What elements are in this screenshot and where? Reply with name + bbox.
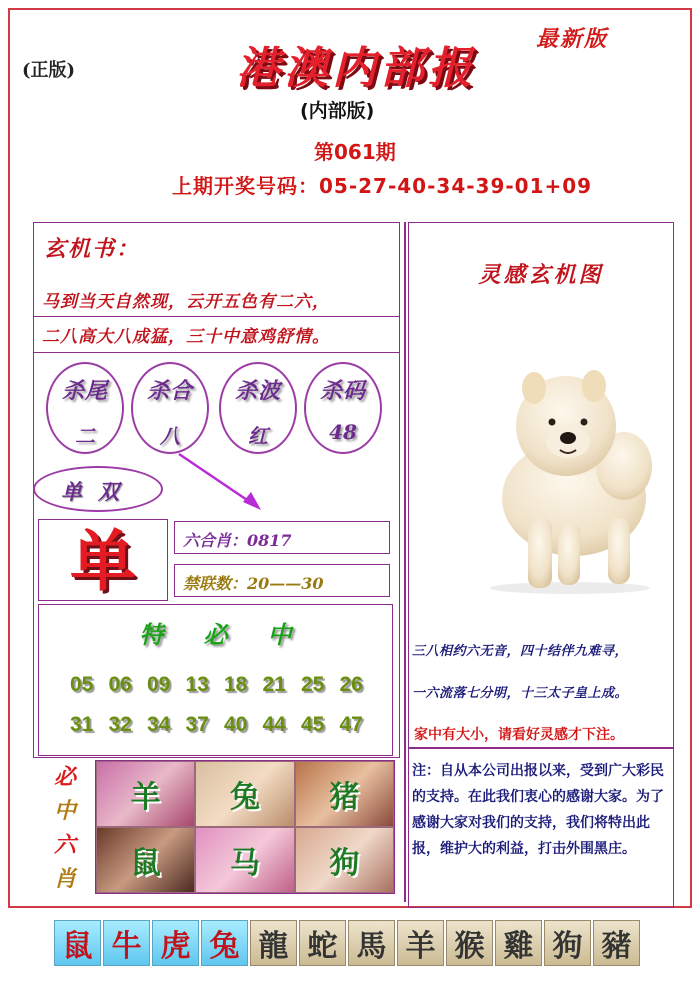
odd-even-label: 单双 [61, 479, 135, 504]
number-cell: 05 [70, 673, 94, 696]
issue-number: 第061期 [314, 140, 396, 164]
zodiac-animal: 马 [229, 846, 260, 881]
zodiac-tile: 虎 [152, 920, 199, 966]
kill-number-oval [304, 362, 382, 454]
divider [33, 352, 400, 353]
zodiac-tile: 鼠 [54, 920, 101, 966]
zodiac-cell [295, 827, 394, 893]
chow-chow-dog-image [470, 348, 662, 598]
oval-label: 杀波 [234, 378, 281, 404]
liuhe-text: 六合肖：0817 [183, 531, 292, 550]
lianma-text: 禁联数：20——30 [183, 574, 324, 593]
xuanji-title: 玄机书： [44, 236, 141, 262]
zodiac-tile: 蛇 [299, 920, 346, 966]
number-cell: 18 [224, 673, 248, 696]
inspiration-hint: 家中有大小，请看好灵感才下注。 [414, 727, 624, 743]
zodiac-cell [195, 827, 294, 893]
kill-he-oval [131, 362, 209, 454]
oval-value: 红 [248, 424, 268, 448]
number-cell: 25 [301, 673, 325, 696]
xuanji-line-1: 马到当天自然现，云开五色有二六， [42, 292, 330, 312]
page-subtitle: (内部版) [300, 100, 375, 122]
page-title: 港澳内部报 [236, 43, 476, 94]
zodiac-tile: 龍 [250, 920, 297, 966]
notice-text: 注：自从本公司出报以来，受到广大彩民的支持。在此我们衷心的感谢大家。为了感谢大家对我们的支持，我们将特出此报，维护大的利益，打击外围黑庄。 [412, 763, 664, 857]
number-cell: 44 [262, 713, 286, 736]
oval-label: 杀尾 [61, 378, 108, 404]
kill-tail-oval [46, 362, 124, 454]
liuhe-box [174, 521, 390, 554]
inspiration-title: 灵感玄机图 [478, 262, 604, 288]
lianma-box [174, 564, 390, 597]
number-cell: 40 [224, 713, 248, 736]
number-cell: 37 [185, 713, 209, 736]
zodiac-animal: 鼠 [130, 846, 161, 881]
number-cell: 45 [301, 713, 325, 736]
zodiac-tile: 羊 [397, 920, 444, 966]
number-cell: 13 [185, 673, 209, 696]
latest-edition-label: 最新版 [536, 26, 609, 52]
vertical-char: 肖 [53, 866, 76, 892]
vertical-char: 必 [53, 764, 76, 790]
number-cell: 32 [108, 713, 132, 736]
oval-value: 八 [160, 424, 180, 448]
six-zodiac-vertical-label [50, 760, 80, 896]
kill-color-oval [219, 362, 297, 454]
zodiac-cell [295, 761, 394, 827]
special-numbers-box [38, 604, 393, 756]
vertical-char: 中 [53, 798, 76, 824]
inspiration-poem-line-2: 一六流落七分明，十三太子皇上成。 [412, 686, 629, 701]
zodiac-cell [96, 827, 195, 893]
oval-value: 二 [75, 424, 95, 448]
zodiac-tile: 兔 [201, 920, 248, 966]
zodiac-tile: 牛 [103, 920, 150, 966]
numbers-row-2 [70, 713, 378, 737]
zodiac-tile: 狗 [544, 920, 591, 966]
zodiac-tile: 猴 [446, 920, 493, 966]
zodiac-cell [96, 761, 195, 827]
column-divider [404, 222, 406, 902]
xuanji-line-2: 二八高大八成猛，三十中意鸡舒情。 [42, 327, 330, 347]
dan-character: 单 [70, 522, 136, 600]
number-cell: 31 [70, 713, 94, 736]
six-zodiac-grid [95, 760, 395, 894]
zodiac-tile: 馬 [348, 920, 395, 966]
number-cell: 21 [262, 673, 286, 696]
oval-label: 杀码 [319, 378, 366, 404]
number-cell: 34 [147, 713, 171, 736]
last-draw-numbers: 上期开奖号码：05-27-40-34-39-01+09 [172, 174, 593, 198]
oval-value: 48 [329, 420, 357, 444]
number-cell: 26 [339, 673, 363, 696]
zhengban-label: (正版) [22, 60, 76, 81]
odd-even-oval [33, 466, 163, 512]
zodiac-tile: 豬 [593, 920, 640, 966]
vertical-char: 六 [53, 832, 76, 858]
arrow-icon [175, 450, 265, 512]
zodiac-strip [54, 920, 640, 966]
zodiac-animal: 兔 [229, 780, 260, 815]
dan-box [38, 519, 168, 601]
zodiac-cell [195, 761, 294, 827]
inspiration-poem-line-1: 三八相约六无音，四十结伴九难寻， [412, 644, 629, 659]
special-numbers-title: 特必中 [139, 620, 332, 649]
number-cell: 06 [108, 673, 132, 696]
zodiac-animal: 羊 [130, 780, 161, 815]
oval-label: 杀合 [146, 378, 193, 404]
divider [33, 316, 400, 317]
zodiac-animal: 狗 [329, 846, 360, 881]
numbers-row-1 [70, 673, 378, 697]
zodiac-tile: 雞 [495, 920, 542, 966]
zodiac-animal: 猪 [329, 780, 360, 815]
number-cell: 09 [147, 673, 171, 696]
number-cell: 47 [339, 713, 363, 736]
